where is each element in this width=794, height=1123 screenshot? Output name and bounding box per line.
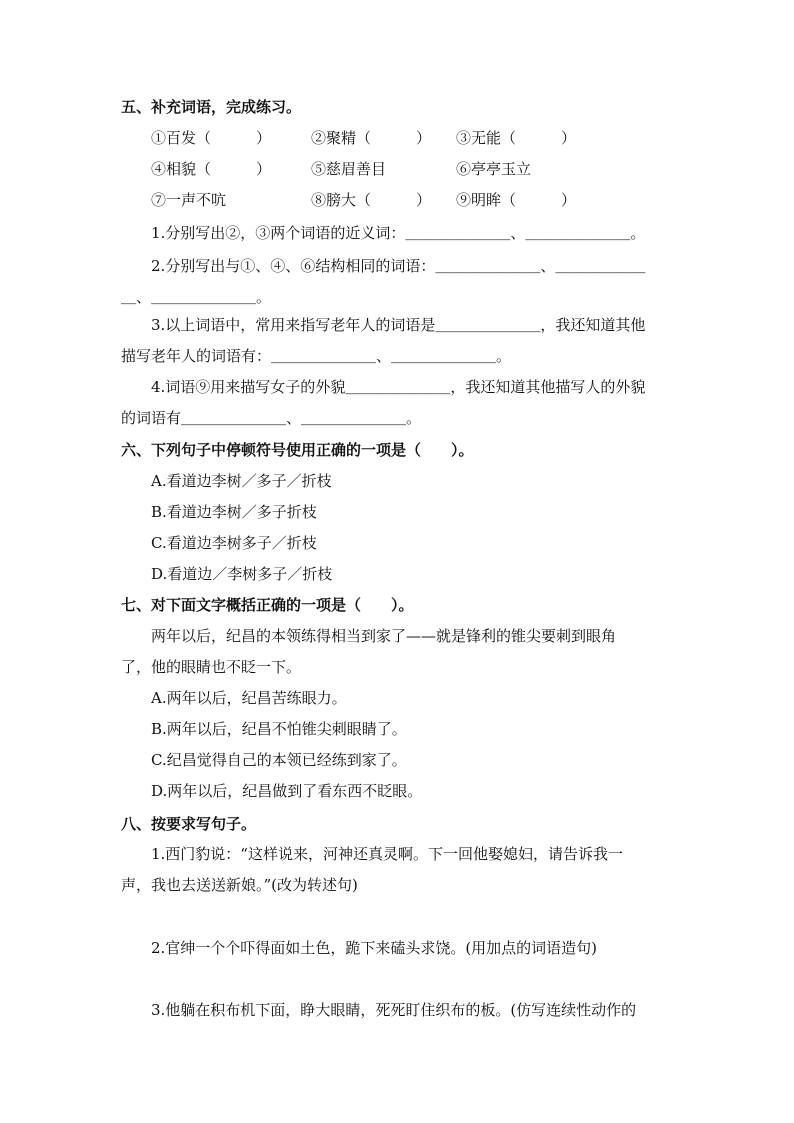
word-3: ③无能（ ） xyxy=(456,129,577,147)
word-1: ①百发（ ） xyxy=(151,129,272,147)
question-5-3-line2: 描写老年人的词语有：＿＿＿＿＿＿＿、＿＿＿＿＿＿＿。 xyxy=(121,347,512,365)
word-4: ④相貌（ ） xyxy=(151,160,272,178)
option-6-b: B.看道边李树／多子折枝 xyxy=(151,503,317,521)
question-5-4-line2: 的词语有＿＿＿＿＿＿＿、＿＿＿＿＿＿＿。 xyxy=(121,409,422,427)
passage-7-line2: 了，他的眼睛也不眨一下。 xyxy=(121,658,302,676)
option-7-a: A.两年以后，纪昌苦练眼力。 xyxy=(151,689,347,707)
option-7-d: D.两年以后，纪昌做到了看东西不眨眼。 xyxy=(151,782,423,800)
word-6: ⑥亭亭玉立 xyxy=(456,160,532,178)
question-5-3-line1: 3.以上词语中，常用来指写老年人的词语是＿＿＿＿＿＿＿，我还知道其他 xyxy=(151,316,646,334)
question-5-2-line1: 2.分别写出与①、④、⑥结构相同的词语：＿＿＿＿＿＿＿、＿＿＿＿＿＿ xyxy=(151,257,646,275)
option-7-c: C.纪昌觉得自己的本领已经练到家了。 xyxy=(151,751,407,769)
question-5-4-line1: 4.词语⑨用来描写女子的外貌＿＿＿＿＿＿＿，我还知道其他描写人的外貌 xyxy=(151,378,646,396)
option-6-c: C.看道边李树多子／折枝 xyxy=(151,534,317,552)
word-5: ⑤慈眉善目 xyxy=(311,160,387,178)
section-8-title: 八、按要求写句子。 xyxy=(121,815,257,833)
question-8-3: 3.他躺在积布机下面，睁大眼睛，死死盯住织布的板。(仿写连续性动作的 xyxy=(151,1001,637,1019)
passage-7-line1: 两年以后，纪昌的本领练得相当到家了——就是锋利的锥尖要刺到眼角 xyxy=(151,627,617,645)
option-6-a: A.看道边李树／多子／折枝 xyxy=(151,472,332,490)
section-5-title: 五、补充词语，完成练习。 xyxy=(121,98,302,116)
question-8-1-line2: 声，我也去送送新娘。”(改为转述句) xyxy=(121,876,358,894)
word-7: ⑦一声不吭 xyxy=(151,191,227,209)
option-7-b: B.两年以后，纪昌不怕锥尖刺眼睛了。 xyxy=(151,720,407,738)
section-7-title: 七、对下面文字概括正确的一项是（ ）。 xyxy=(121,596,414,614)
word-9: ⑨明眸（ ） xyxy=(456,191,577,209)
word-2: ②聚精（ ） xyxy=(311,129,432,147)
option-6-d: D.看道边／李树多子／折枝 xyxy=(151,565,333,583)
section-6-title: 六、下列句子中停顿符号使用正确的一项是（ ）。 xyxy=(121,441,474,459)
question-8-1-line1: 1.西门豹说：“这样说来，河神还真灵啊。下一回他娶媳妇，请告诉我一 xyxy=(151,845,623,863)
word-8: ⑧膀大（ ） xyxy=(311,191,432,209)
question-5-2-line2: ＿、＿＿＿＿＿＿＿。 xyxy=(121,288,272,306)
question-5-1: 1.分别写出②，③两个词语的近义词：＿＿＿＿＿＿＿、＿＿＿＿＿＿＿。 xyxy=(151,224,646,242)
question-8-2: 2.官绅一个个吓得面如土色，跪下来磕头求饶。(用加点的词语造句) xyxy=(151,939,598,957)
